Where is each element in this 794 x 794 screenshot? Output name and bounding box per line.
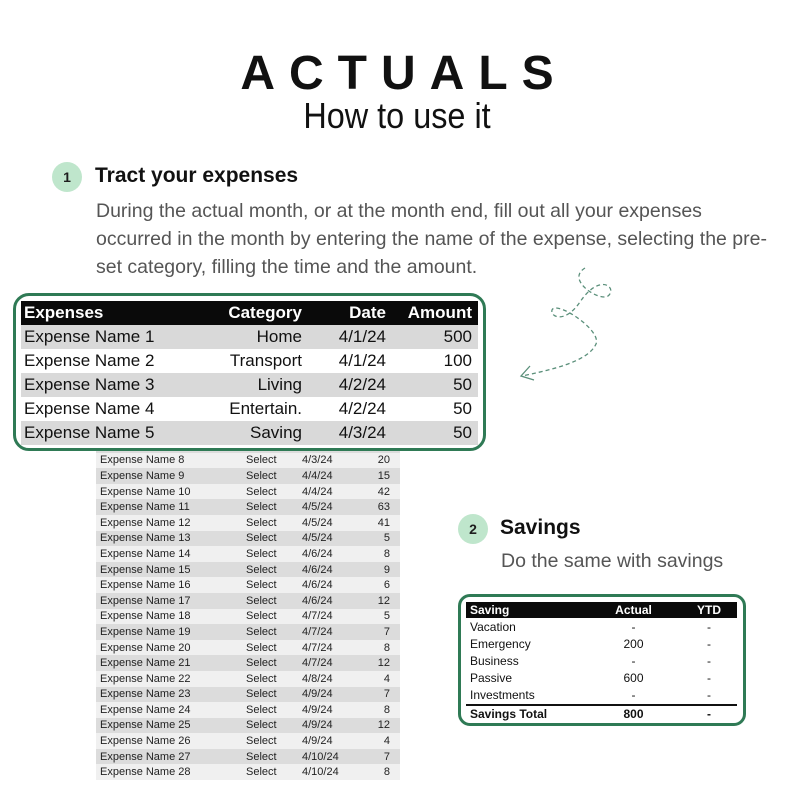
table-row[interactable] bbox=[96, 764, 400, 780]
table-row[interactable] bbox=[21, 421, 478, 445]
category-cell[interactable]: Transport bbox=[229, 351, 302, 370]
actual-cell[interactable]: 200 bbox=[623, 636, 644, 651]
expense-name-cell[interactable]: Expense Name 23 bbox=[100, 688, 191, 701]
amount-cell[interactable]: 6 bbox=[383, 579, 390, 592]
table-row[interactable] bbox=[466, 687, 737, 704]
amount-cell[interactable]: 8 bbox=[383, 766, 390, 779]
date-cell[interactable]: 4/1/24 bbox=[338, 351, 386, 370]
category-cell[interactable]: Entertain. bbox=[229, 399, 302, 418]
category-cell[interactable]: Select bbox=[246, 610, 277, 623]
category-cell[interactable]: Select bbox=[246, 735, 277, 748]
expense-name-cell[interactable]: Expense Name 12 bbox=[100, 516, 191, 529]
amount-cell[interactable]: 5 bbox=[383, 532, 390, 545]
amount-cell[interactable]: 9 bbox=[383, 563, 390, 576]
table-row[interactable] bbox=[21, 325, 478, 349]
actual-cell[interactable]: - bbox=[631, 688, 636, 703]
savings-table bbox=[466, 602, 737, 723]
amount-cell[interactable]: 7 bbox=[383, 688, 390, 701]
table-row[interactable] bbox=[466, 635, 737, 652]
saving-name-cell[interactable]: Emergency bbox=[470, 636, 531, 651]
category-cell[interactable]: Select bbox=[246, 516, 277, 529]
date-cell[interactable]: 4/7/24 bbox=[302, 625, 333, 638]
category-cell[interactable]: Select bbox=[246, 657, 277, 670]
category-cell[interactable]: Select bbox=[246, 766, 277, 779]
table-row[interactable] bbox=[96, 749, 400, 765]
expense-name-cell[interactable]: Expense Name 14 bbox=[100, 547, 191, 560]
category-cell[interactable]: Select bbox=[246, 719, 277, 732]
table-row[interactable] bbox=[96, 562, 400, 578]
amount-cell[interactable]: 4 bbox=[383, 735, 390, 748]
date-cell[interactable]: 4/2/24 bbox=[338, 399, 386, 418]
category-cell[interactable]: Select bbox=[246, 469, 277, 482]
amount-cell[interactable]: 12 bbox=[377, 657, 390, 670]
amount-cell[interactable]: 50 bbox=[453, 399, 472, 418]
expense-name-cell[interactable]: Expense Name 1 bbox=[24, 327, 155, 346]
column-header: Saving bbox=[470, 603, 510, 617]
category-cell[interactable]: Select bbox=[246, 688, 277, 701]
date-cell[interactable]: 4/4/24 bbox=[302, 469, 333, 482]
column-header: Actual bbox=[615, 603, 652, 617]
date-cell[interactable]: 4/5/24 bbox=[302, 516, 333, 529]
savings-total-actual: 800 bbox=[623, 707, 644, 722]
expense-name-cell[interactable]: Expense Name 28 bbox=[100, 766, 191, 779]
category-cell[interactable]: Select bbox=[246, 579, 277, 592]
expense-name-cell[interactable]: Expense Name 26 bbox=[100, 735, 191, 748]
date-cell[interactable]: 4/4/24 bbox=[302, 485, 333, 498]
amount-cell[interactable]: 41 bbox=[377, 516, 390, 529]
expenses-table-header bbox=[21, 301, 478, 325]
table-row[interactable] bbox=[96, 593, 400, 609]
table-row[interactable] bbox=[96, 577, 400, 593]
table-row[interactable] bbox=[96, 640, 400, 656]
table-row[interactable] bbox=[96, 546, 400, 562]
amount-cell[interactable]: 42 bbox=[377, 485, 390, 498]
table-row[interactable] bbox=[21, 349, 478, 373]
amount-cell[interactable]: 50 bbox=[453, 375, 472, 394]
step-2-title: Savings bbox=[500, 516, 581, 539]
page-subtitle: How to use it bbox=[303, 95, 491, 136]
amount-cell[interactable]: 7 bbox=[383, 750, 390, 763]
table-row[interactable] bbox=[96, 733, 400, 749]
table-row[interactable] bbox=[96, 687, 400, 703]
table-row[interactable] bbox=[96, 499, 400, 515]
date-cell[interactable]: 4/9/24 bbox=[302, 703, 333, 716]
date-cell[interactable]: 4/7/24 bbox=[302, 657, 333, 670]
category-cell[interactable]: Select bbox=[246, 547, 277, 560]
saving-name-cell[interactable]: Passive bbox=[470, 671, 513, 686]
ytd-cell: - bbox=[707, 653, 711, 668]
amount-cell[interactable]: 12 bbox=[377, 594, 390, 607]
table-row[interactable] bbox=[96, 655, 400, 671]
date-cell[interactable]: 4/10/24 bbox=[302, 766, 339, 779]
category-cell[interactable]: Select bbox=[246, 625, 277, 638]
expenses-table-body bbox=[21, 325, 478, 445]
saving-name-cell[interactable]: Vacation bbox=[470, 619, 516, 634]
expense-name-cell[interactable]: Expense Name 16 bbox=[100, 579, 191, 592]
category-cell[interactable]: Select bbox=[246, 532, 277, 545]
table-row[interactable] bbox=[21, 373, 478, 397]
expense-name-cell[interactable]: Expense Name 20 bbox=[100, 641, 191, 654]
category-cell[interactable]: Select bbox=[246, 672, 277, 685]
amount-cell[interactable]: 4 bbox=[383, 672, 390, 685]
category-cell[interactable]: Select bbox=[246, 563, 277, 576]
category-cell[interactable]: Select bbox=[246, 641, 277, 654]
category-cell[interactable]: Home bbox=[256, 327, 302, 346]
step-1-description-line: occurred in the month by entering the name of the expense, selecting the pre- bbox=[96, 228, 767, 250]
date-cell[interactable]: 4/8/24 bbox=[302, 672, 333, 685]
expense-name-cell[interactable]: Expense Name 4 bbox=[24, 399, 155, 418]
step-1-description-line: set category, filling the time and the amount. bbox=[96, 256, 478, 278]
expense-name-cell[interactable]: Expense Name 22 bbox=[100, 672, 191, 685]
table-row[interactable] bbox=[96, 515, 400, 531]
table-row[interactable] bbox=[21, 397, 478, 421]
ytd-cell: - bbox=[707, 619, 711, 634]
expense-name-cell[interactable]: Expense Name 10 bbox=[100, 485, 191, 498]
amount-cell[interactable]: 8 bbox=[383, 641, 390, 654]
step-2-badge: 2 bbox=[458, 514, 488, 544]
background-expense-list bbox=[96, 437, 400, 780]
actual-cell[interactable]: - bbox=[631, 619, 636, 634]
table-row[interactable] bbox=[96, 453, 400, 469]
table-row[interactable] bbox=[96, 671, 400, 687]
expense-name-cell[interactable]: Expense Name 11 bbox=[100, 501, 190, 514]
step-1-description bbox=[96, 197, 767, 281]
table-row[interactable] bbox=[96, 468, 400, 484]
expense-name-cell[interactable]: Expense Name 24 bbox=[100, 703, 191, 716]
amount-cell[interactable]: 100 bbox=[443, 351, 472, 370]
date-cell[interactable]: 4/3/24 bbox=[302, 454, 333, 467]
expense-name-cell[interactable]: Expense Name 18 bbox=[100, 610, 191, 623]
date-cell[interactable]: 4/7/24 bbox=[302, 641, 333, 654]
amount-cell[interactable]: 8 bbox=[383, 703, 390, 716]
ytd-cell: - bbox=[707, 671, 711, 686]
expense-name-cell[interactable]: Expense Name 27 bbox=[100, 750, 191, 763]
dashed-arrow-icon bbox=[510, 262, 620, 387]
step-1-badge: 1 bbox=[52, 162, 82, 192]
step-1-description-line: During the actual month, or at the month end, fill out all your expenses bbox=[96, 200, 702, 222]
date-cell[interactable]: 4/6/24 bbox=[302, 563, 333, 576]
expense-name-cell[interactable]: Expense Name 25 bbox=[100, 719, 191, 732]
column-header: Amount bbox=[407, 303, 472, 322]
category-cell[interactable]: Saving bbox=[250, 423, 302, 442]
expense-name-cell[interactable]: Expense Name 19 bbox=[100, 625, 191, 638]
savings-total-row bbox=[466, 704, 737, 723]
table-row[interactable] bbox=[466, 652, 737, 669]
expense-name-cell[interactable]: Expense Name 2 bbox=[24, 351, 155, 370]
category-cell[interactable]: Living bbox=[257, 375, 302, 394]
category-cell[interactable]: Select bbox=[246, 485, 277, 498]
expenses-table-card bbox=[13, 293, 486, 451]
date-cell[interactable]: 4/5/24 bbox=[302, 501, 333, 514]
amount-cell[interactable]: 7 bbox=[383, 625, 390, 638]
step-1-title: Tract your expenses bbox=[95, 164, 299, 187]
column-header: YTD bbox=[697, 603, 721, 617]
date-cell[interactable]: 4/1/24 bbox=[338, 327, 386, 346]
date-cell[interactable]: 4/5/24 bbox=[302, 532, 333, 545]
amount-cell[interactable]: 5 bbox=[383, 610, 390, 623]
savings-total-ytd: - bbox=[707, 707, 711, 722]
amount-cell[interactable]: 8 bbox=[383, 547, 390, 560]
date-cell[interactable]: 4/6/24 bbox=[302, 547, 333, 560]
amount-cell[interactable]: 12 bbox=[377, 719, 390, 732]
amount-cell[interactable]: 20 bbox=[377, 454, 390, 467]
table-row[interactable] bbox=[96, 531, 400, 547]
amount-cell[interactable]: 63 bbox=[377, 501, 390, 514]
table-row[interactable] bbox=[96, 609, 400, 625]
amount-cell[interactable]: 500 bbox=[443, 327, 472, 346]
expense-name-cell[interactable]: Expense Name 8 bbox=[100, 454, 185, 467]
column-header: Category bbox=[228, 303, 302, 322]
savings-table-card bbox=[458, 594, 746, 726]
savings-table-header bbox=[466, 602, 737, 618]
expense-name-cell[interactable]: Expense Name 13 bbox=[100, 532, 191, 545]
date-cell[interactable]: 4/10/24 bbox=[302, 750, 339, 763]
expense-name-cell[interactable]: Expense Name 3 bbox=[24, 375, 155, 394]
table-row[interactable] bbox=[96, 702, 400, 718]
column-header: Expenses bbox=[24, 303, 104, 322]
savings-total-label: Savings Total bbox=[470, 707, 548, 722]
category-cell[interactable]: Select bbox=[246, 501, 277, 514]
date-cell[interactable]: 4/9/24 bbox=[302, 719, 333, 732]
table-row[interactable] bbox=[466, 618, 737, 635]
expenses-table bbox=[21, 301, 478, 445]
category-cell[interactable]: Select bbox=[246, 594, 277, 607]
table-row[interactable] bbox=[466, 670, 737, 687]
saving-name-cell[interactable]: Business bbox=[470, 653, 519, 668]
date-cell[interactable]: 4/9/24 bbox=[302, 688, 333, 701]
actual-cell[interactable]: - bbox=[631, 653, 636, 668]
date-cell[interactable]: 4/6/24 bbox=[302, 594, 333, 607]
expense-name-cell[interactable]: Expense Name 21 bbox=[100, 657, 191, 670]
expense-name-cell[interactable]: Expense Name 9 bbox=[100, 469, 185, 482]
category-cell[interactable]: Select bbox=[246, 703, 277, 716]
step-2-description: Do the same with savings bbox=[501, 550, 724, 572]
column-header: Date bbox=[349, 303, 386, 322]
category-cell[interactable]: Select bbox=[246, 454, 277, 467]
page-title: ACTUALS bbox=[240, 47, 568, 100]
category-cell[interactable]: Select bbox=[246, 750, 277, 763]
expense-name-cell[interactable]: Expense Name 15 bbox=[100, 563, 191, 576]
date-cell[interactable]: 4/3/24 bbox=[338, 423, 386, 442]
saving-name-cell[interactable]: Investments bbox=[470, 688, 535, 703]
expense-name-cell[interactable]: Expense Name 5 bbox=[24, 423, 155, 442]
table-row[interactable] bbox=[96, 484, 400, 500]
date-cell[interactable]: 4/9/24 bbox=[302, 735, 333, 748]
date-cell[interactable]: 4/2/24 bbox=[338, 375, 386, 394]
ytd-cell: - bbox=[707, 688, 711, 703]
ytd-cell: - bbox=[707, 636, 711, 651]
date-cell[interactable]: 4/6/24 bbox=[302, 579, 333, 592]
amount-cell[interactable]: 50 bbox=[453, 423, 472, 442]
date-cell[interactable]: 4/7/24 bbox=[302, 610, 333, 623]
amount-cell[interactable]: 15 bbox=[377, 469, 390, 482]
table-row[interactable] bbox=[96, 624, 400, 640]
actual-cell[interactable]: 600 bbox=[623, 671, 644, 686]
table-row[interactable] bbox=[96, 718, 400, 734]
expense-name-cell[interactable]: Expense Name 17 bbox=[100, 594, 191, 607]
